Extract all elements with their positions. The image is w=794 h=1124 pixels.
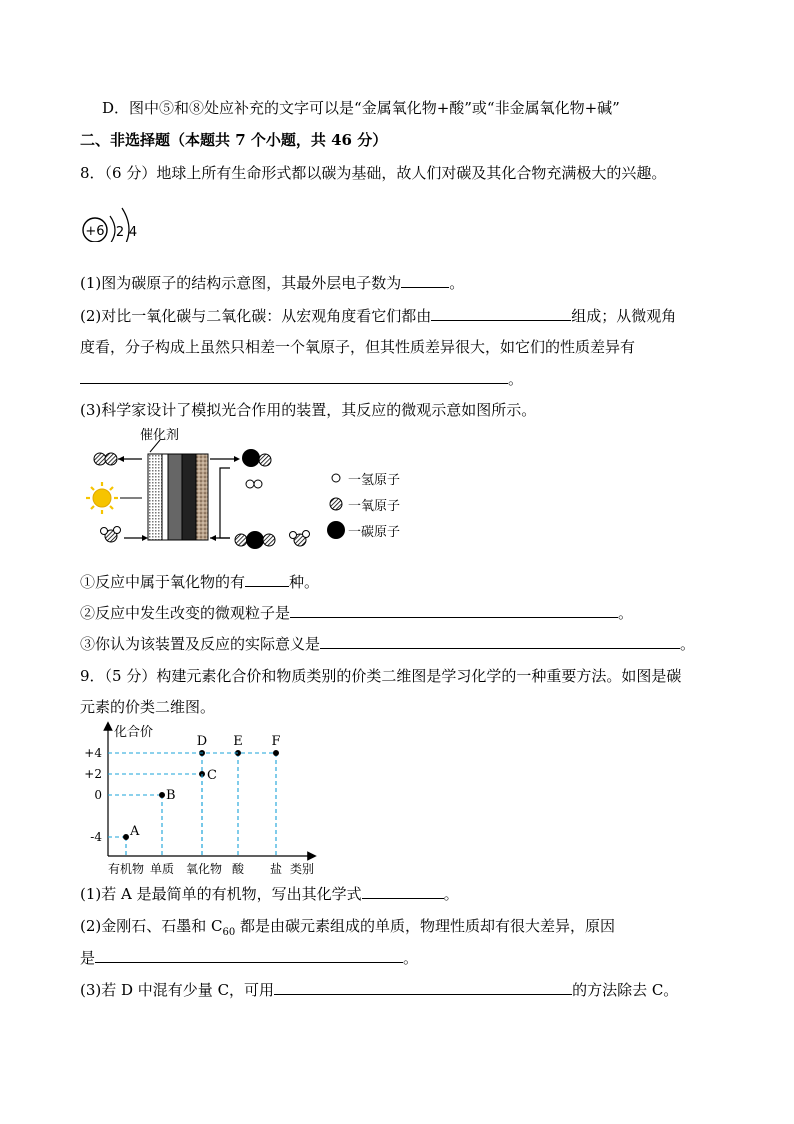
legend-hydrogen-label: 一氢原子 <box>348 473 401 488</box>
answer-blank[interactable] <box>362 884 444 899</box>
oxygen-atom <box>235 534 247 546</box>
oxygen-atom <box>105 453 117 465</box>
plate-thin <box>162 454 168 540</box>
oxygen-atom <box>263 534 275 546</box>
carbon-atom <box>246 531 264 549</box>
answer-blank[interactable] <box>245 572 289 587</box>
q8-1: (1)图为碳原子的结构示意图，其最外层电子数为 。 <box>80 274 465 292</box>
y-tick-label: 0 <box>94 788 102 802</box>
y-tick-label: -4 <box>90 830 102 844</box>
answer-blank[interactable] <box>80 369 508 384</box>
q9-2: (2)金刚石、石墨和 $C_{60}$ 都是由碳元素组成的单质，物理性质却有很大差异，原因 <box>80 917 616 938</box>
data-point-label: C <box>207 768 217 783</box>
q9-3: (3)若 D 中混有少量 C，可用 的方法除去 C。 <box>80 981 679 999</box>
arrow-head <box>118 456 124 462</box>
legend-carbon-label: 一碳原子 <box>348 525 401 540</box>
legend-oxygen-symbol <box>330 498 342 510</box>
data-point <box>123 834 129 840</box>
x-category-label: 酸 <box>231 862 245 876</box>
arrow-head <box>234 456 240 462</box>
catalyst-label: 催化剂 <box>140 428 180 443</box>
catalyst-pointer <box>150 440 160 452</box>
arrow-head <box>210 535 216 541</box>
q9-2-cont: 是 。 <box>80 949 419 967</box>
data-point-label: B <box>166 788 176 803</box>
hydrogen-atom <box>303 531 310 538</box>
hydrogen-atom <box>114 527 121 534</box>
plate-grid <box>148 454 162 540</box>
data-point <box>159 792 165 798</box>
y-tick-label: +4 <box>84 746 102 760</box>
q9-stem: 9．（5 分）构建元素化合价和物质类别的价类二维图是学习化学的一种重要方法。如图是碳 <box>80 667 682 685</box>
q8-3-3: ③你认为该装置及反应的实际意义是 。 <box>80 635 696 653</box>
x-category-label: 氧化物 <box>185 862 223 876</box>
q8-2-cont: 度看，分子构成上虽然只相差一个氧原子，但其性质差异很大，如它们的性质差异有 <box>80 338 636 356</box>
section-2-heading: 二、非选择题（本题共 7 个小题，共 46 分） <box>80 131 388 149</box>
nucleus-charge: +6 <box>85 224 105 239</box>
answer-blank[interactable] <box>431 306 571 321</box>
x-category-label: 有机物 <box>107 862 145 876</box>
legend-carbon-symbol <box>327 521 345 539</box>
data-point-label: E <box>233 734 243 749</box>
valence-category-chart <box>80 720 330 880</box>
answer-blank[interactable] <box>95 948 403 963</box>
plate-sand <box>196 454 208 540</box>
hydrogen-atom <box>290 532 297 539</box>
photosynthesis-device-diagram <box>80 440 330 556</box>
carbon-atom <box>242 449 260 467</box>
x-axis-label: 类别 <box>289 862 315 876</box>
q8-2: (2)对比一氧化碳与二氧化碳：从宏观角度看它们都由 组成；从微观角 <box>80 307 677 325</box>
answer-blank[interactable] <box>320 634 680 649</box>
hydrogen-atom <box>246 480 254 488</box>
data-point-label: A <box>130 824 140 839</box>
wire <box>220 468 230 538</box>
answer-blank[interactable] <box>290 603 618 618</box>
shell-2-electrons: 4 <box>128 225 138 240</box>
q9-stem-cont: 元素的价类二维图。 <box>80 698 216 716</box>
carbon-atom-diagram <box>80 190 150 242</box>
data-point-label: D <box>196 734 208 749</box>
y-tick-label: +2 <box>84 767 102 781</box>
oxygen-atom <box>259 454 271 466</box>
hydrogen-atom <box>101 528 108 535</box>
sun-icon <box>86 482 118 514</box>
x-category-label: 单质 <box>149 862 175 876</box>
plate-black <box>182 454 196 540</box>
q8-2-answer-line: 。 <box>80 369 523 389</box>
oxygen-atom <box>94 453 106 465</box>
arrow-head <box>142 535 148 541</box>
legend-symbols <box>326 468 346 540</box>
q8-3-2: ②反应中发生改变的微观粒子是 。 <box>80 604 634 622</box>
y-axis-label: 化合价 <box>114 725 154 740</box>
shell-1-arc <box>110 216 115 242</box>
answer-blank[interactable] <box>274 980 572 995</box>
x-category-label: 盐 <box>269 862 283 876</box>
data-point <box>273 750 279 756</box>
option-d: D．图中⑤和⑧处应补充的文字可以是“金属氧化物+酸”或“非金属氧化物+碱” <box>102 99 620 117</box>
shell-1-electrons: 2 <box>115 225 125 240</box>
q9-1: (1)若 A 是最简单的有机物，写出其化学式 。 <box>80 885 459 903</box>
hydrogen-atom <box>254 480 262 488</box>
legend-oxygen-label: 一氧原子 <box>348 499 401 514</box>
answer-blank[interactable] <box>401 273 449 288</box>
data-point-label: F <box>271 734 281 749</box>
q8-3-1: ①反应中属于氧化物的有 种。 <box>80 573 320 591</box>
q8-stem: 8．（6 分）地球上所有生命形式都以碳为基础，故人们对碳及其化合物充满极大的兴趣。 <box>80 164 667 182</box>
q8-3: (3)科学家设计了模拟光合作用的装置，其反应的微观示意如图所示。 <box>80 401 537 419</box>
legend-hydrogen-symbol <box>332 474 340 482</box>
plate-grey <box>168 454 182 540</box>
